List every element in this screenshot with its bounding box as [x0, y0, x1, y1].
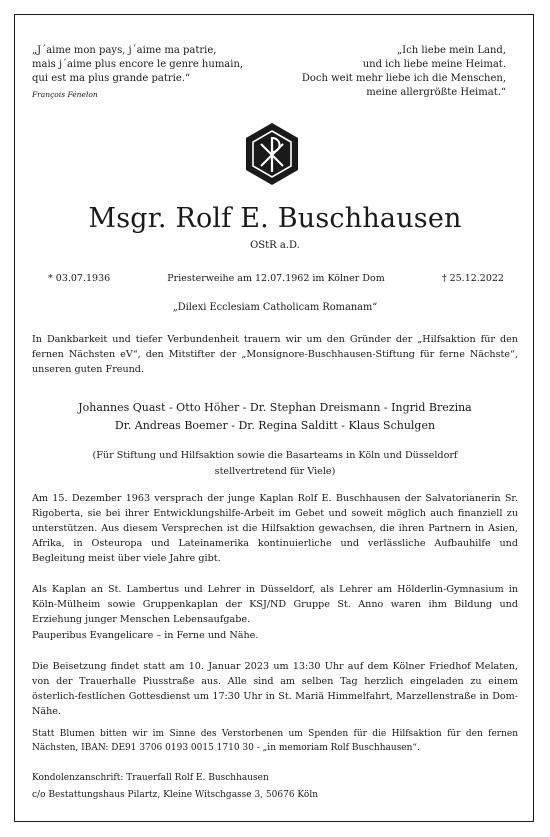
body-paragraph-teaching: Als Kaplan an St. Lambertus und Lehrer in Düsseldorf, als Lehrer am Hölderlin-Gymnasium in Köln-Mülheim sowie Gruppenkaplan der KSJ/ND Gruppe St. Anno waren ihm Bildung und Erziehung junger Menschen Lebensaufgabe.	[32, 584, 518, 625]
address-line: c/o Bestattungshaus Pilartz, Kleine Witschgasse 3, 50676 Köln	[32, 790, 318, 800]
quote-german-line: „Ich liebe mein Land,	[396, 45, 506, 56]
quote-german-line: Doch weit mehr liebe ich die Menschen,	[301, 73, 506, 84]
chi-rho-hexagon-icon	[244, 122, 300, 186]
birth-date: * 03.07.1936	[48, 273, 111, 284]
deceased-title: OStR a.D.	[250, 240, 300, 251]
motto: „Dilexi Ecclesiam Catholicam Romanam“	[172, 302, 378, 313]
mourners-note-line: stellvertretend für Viele)	[214, 465, 336, 477]
mourners-line: Dr. Andreas Boemer - Dr. Regina Salditt - Klaus Schulgen	[114, 419, 436, 432]
body-paragraph-history: Am 15. Dezember 1963 versprach der junge Kaplan Rolf E. Buschhausen der Salvatorianerin Sr. Rigoberta, sie bei ihrer Entwicklungshilfe-Arbeit im Gebet und soweit möglich auch finanziell zu unterstützen. Aus diesem Versprechen ist die Hilfsaktion gewachsen, die ihren Partnern in Asien, Afrika, in Osteuropa und Lateinamerika kontinuierliche und verlässliche Aufbauhilfe und Begleitung meist über viele Jahre gibt.	[32, 493, 518, 564]
address-line: Kondolenzanschrift: Trauerfall Rolf E. Buschhausen	[32, 773, 269, 783]
quote-french-line: „J´aime mon pays, j´aime ma patrie,	[32, 45, 217, 56]
mourners	[0, 399, 550, 435]
intro-paragraph: In Dankbarkeit und tiefer Verbundenheit trauern wir um den Gründer der „Hilfsaktion für den fernen Nächsten eV“, den Mitstifter der „Monsignore-Buschhausen-Stiftung für ferne Nächste“, unseren guten Freund.	[32, 334, 518, 375]
mourners-line: Johannes Quast - Otto Höher - Dr. Stephan Dreismann - Ingrid Brezina	[78, 401, 472, 414]
life-dates	[36, 273, 516, 284]
body-paragraph-funeral: Die Beisetzung findet statt am 10. Januar 2023 um 13:30 Uhr auf dem Kölner Friedhof Melaten, von der Trauerhalle Piusstraße aus. Alle sind am selben Tag herzlich eingeladen zu einem österlich-festlichen Gottesdienst um 17:30 Uhr in St. Mariä Himmelfahrt, Marzellenstraße in Dom-Nähe.	[32, 661, 518, 717]
quote-german-line: und ich liebe meine Heimat.	[362, 59, 506, 70]
deceased-name: Msgr. Rolf E. Buschhausen	[88, 203, 462, 234]
death-date: † 25.12.2022	[441, 273, 504, 284]
body-paragraph-motto: Pauperibus Evangelicare – in Ferne und Nähe.	[32, 630, 259, 641]
condolence-address	[32, 771, 518, 802]
quote-french-line: mais j´aime plus encore le genre humain,	[32, 59, 244, 70]
mourners-note	[0, 448, 550, 479]
quote-german-line: meine allergrößte Heimat.“	[366, 87, 506, 98]
quote-author: François Fénelon	[32, 90, 98, 99]
quote-french-line: qui est ma plus grande patrie.“	[32, 73, 191, 84]
ordination-date: Priesterweihe am 12.07.1962 im Kölner Dom	[167, 273, 385, 284]
body-paragraph-donation: Statt Blumen bitten wir im Sinne des Verstorbenen um Spenden für die Hilfsaktion für den fernen Nächsten, IBAN: DE91 3706 0193 0015 1710 30 - „in memoriam Rolf Buschhausen“.	[32, 729, 518, 753]
quote-french	[32, 44, 262, 102]
quote-german	[276, 44, 506, 100]
mourners-note-line: (Für Stiftung und Hilfsaktion sowie die Basarteams in Köln und Düsseldorf	[92, 450, 458, 461]
